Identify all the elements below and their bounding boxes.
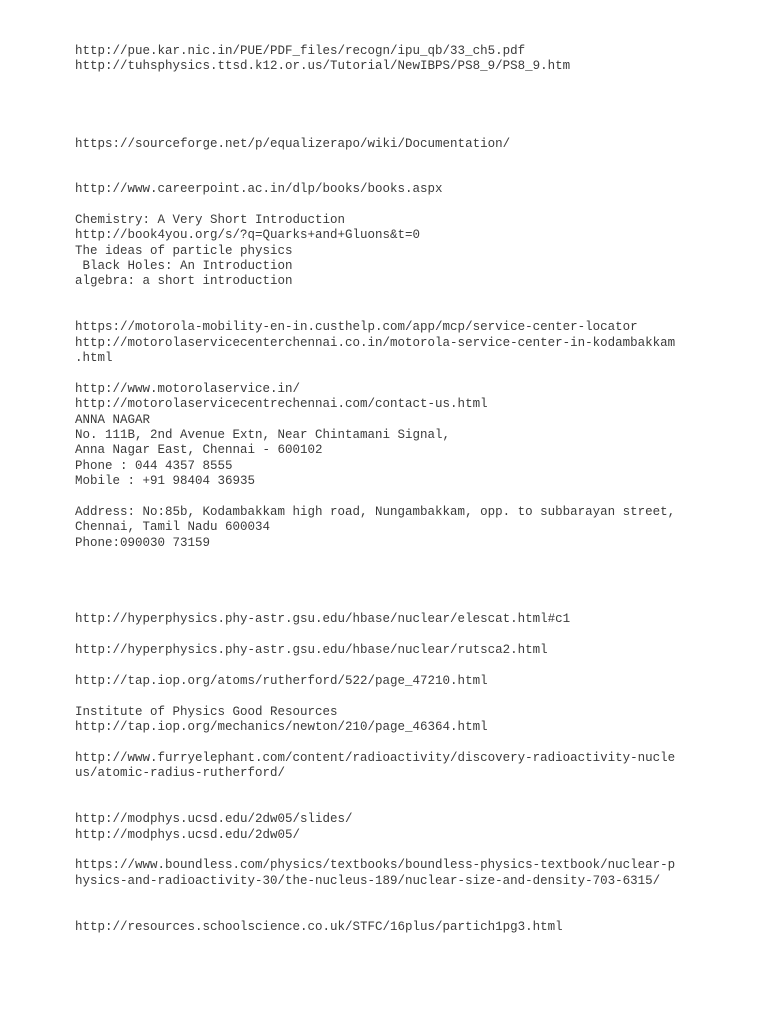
text-line: The ideas of particle physics <box>75 244 293 258</box>
text-line: http://motorolaservicecenterchennai.co.in/motorola-service-center-in-kodambakkam <box>75 336 676 350</box>
text-line: Phone:090030 73159 <box>75 536 211 550</box>
text-line: http://tap.iop.org/mechanics/newton/210/page_46364.html <box>75 720 488 734</box>
text-line: http://www.careerpoint.ac.in/dlp/books/books.aspx <box>75 182 443 196</box>
text-line: Address: No:85b, Kodambakkam high road, Nungambakkam, opp. to subbarayan street, <box>75 505 676 519</box>
text-line: .html <box>75 351 113 365</box>
text-line: hysics-and-radioactivity-30/the-nucleus-189/nuclear-size-and-density-703-6315/ <box>75 874 661 888</box>
text-line: https://motorola-mobility-en-in.custhelp.com/app/mcp/service-center-locator <box>75 320 638 334</box>
text-line: http://book4you.org/s/?q=Quarks+and+Gluons&t=0 <box>75 228 421 242</box>
text-line: http://resources.schoolscience.co.uk/STFC/16plus/partich1pg3.html <box>75 920 563 934</box>
text-line: No. 111B, 2nd Avenue Extn, Near Chintamani Signal, <box>75 428 451 442</box>
text-line: Anna Nagar East, Chennai - 600102 <box>75 443 323 457</box>
text-line: http://modphys.ucsd.edu/2dw05/ <box>75 828 301 842</box>
text-line: Chemistry: A Very Short Introduction <box>75 213 346 227</box>
text-line: http://tap.iop.org/atoms/rutherford/522/page_47210.html <box>75 674 488 688</box>
text-line: Phone : 044 4357 8555 <box>75 459 233 473</box>
text-line: http://modphys.ucsd.edu/2dw05/slides/ <box>75 812 353 826</box>
text-line: Mobile : +91 98404 36935 <box>75 474 256 488</box>
text-line: http://hyperphysics.phy-astr.gsu.edu/hbase/nuclear/elescat.html#c1 <box>75 612 571 626</box>
text-line: http://pue.kar.nic.in/PUE/PDF_files/recogn/ipu_qb/33_ch5.pdf <box>75 44 526 58</box>
text-line: us/atomic-radius-rutherford/ <box>75 766 286 780</box>
text-line: https://sourceforge.net/p/equalizerapo/wiki/Documentation/ <box>75 137 511 151</box>
text-line: Institute of Physics Good Resources <box>75 705 338 719</box>
text-line: https://www.boundless.com/physics/textbooks/boundless-physics-textbook/nuclear-p <box>75 858 676 872</box>
text-line: algebra: a short introduction <box>75 274 293 288</box>
text-line: Black Holes: An Introduction <box>75 259 293 273</box>
text-line: http://tuhsphysics.ttsd.k12.or.us/Tutorial/NewIBPS/PS8_9/PS8_9.htm <box>75 59 571 73</box>
text-line: Chennai, Tamil Nadu 600034 <box>75 520 271 534</box>
text-line: http://motorolaservicecentrechennai.com/contact-us.html <box>75 397 488 411</box>
text-line: http://www.motorolaservice.in/ <box>75 382 301 396</box>
text-line: ANNA NAGAR <box>75 413 151 427</box>
text-line: http://www.furryelephant.com/content/radioactivity/discovery-radioactivity-nucle <box>75 751 676 765</box>
text-line: http://hyperphysics.phy-astr.gsu.edu/hbase/nuclear/rutsca2.html <box>75 643 548 657</box>
